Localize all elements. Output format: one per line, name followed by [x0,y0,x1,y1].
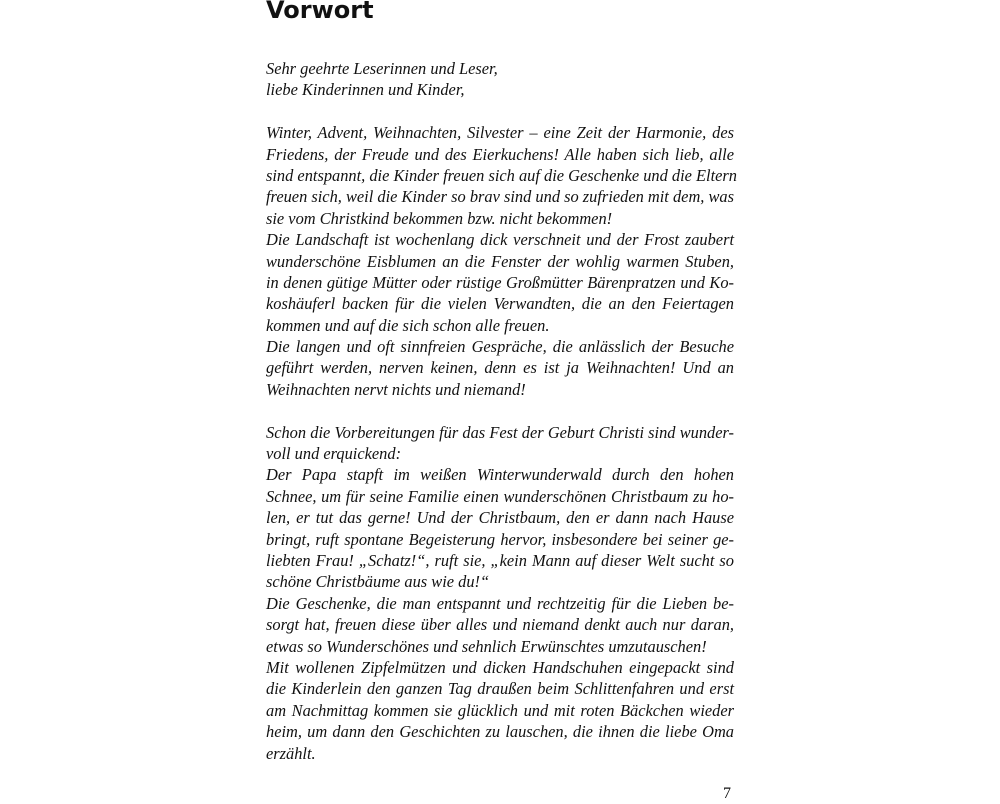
paragraph-2-line: wunderschöne Eisblumen an die Fenster der wohlig warmen Stuben, [266,251,734,271]
paragraph-3-line: Weihnachten nervt nichts und niemand! [266,379,526,399]
paragraph-1-line: sind entspannt, die Kinder freuen sich auf die Geschenke und die Eltern [266,165,737,185]
greeting-line: liebe Kinderinnen und Kinder, [266,80,465,100]
paragraph-2-line: koshäuferl backen für die vielen Verwandten, die an den Feiertagen [266,294,734,314]
paragraph-6-line: sorgt hat, freuen diese über alles und niemand denkt auch nur daran, [266,615,734,635]
paragraph-1-line: Friedens, der Freude und des Eierkuchens! Alle haben sich lieb, alle [266,144,734,164]
paragraph-5-line: Der Papa stapft im weißen Winterwunderwald durch den hohen [266,465,734,485]
paragraph-7-line: erzählt. [266,743,316,763]
paragraph-1-line: freuen sich, weil die Kinder so brav sind und so zufrieden mit dem, was [266,187,734,207]
paragraph-6-line: Die Geschenke, die man entspannt und rechtzeitig für die Lieben be- [266,593,734,613]
paragraph-3-line: geführt werden, nerven keinen, denn es ist ja Weihnachten! Und an [266,358,734,378]
paragraph-spacer [266,400,734,421]
paragraph-4-line: voll und erquickend: [266,444,402,464]
paragraph-2-line: kommen und auf die sich schon alle freuen. [266,315,550,335]
greeting-line: Sehr geehrte Leserinnen und Leser, [266,59,498,78]
paragraph-7-line: die Kinderlein den ganzen Tag draußen beim Schlittenfahren und erst [266,679,734,699]
paragraph-5-line: Schnee, um für seine Familie einen wunderschönen Christbaum zu ho- [266,486,734,506]
paragraph-7-line: am Nachmittag kommen sie glücklich und mit roten Bäckchen wieder [266,700,734,720]
paragraph-3-line: Die langen und oft sinnfreien Gespräche, die anlässlich der Besuche [266,337,734,357]
paragraph-5-line: schöne Christbäume aus wie du!“ [266,572,490,592]
paragraph-2-line: Die Landschaft ist wochenlang dick verschneit und der Frost zaubert [266,230,734,250]
page-number: 7 [723,785,731,802]
paragraph-7-line: Mit wollenen Zipfelmützen und dicken Handschuhen eingepackt sind [266,657,734,677]
page-title: Vorwort [266,0,374,24]
paragraph-spacer [266,101,734,122]
paragraph-6-line: etwas so Wunderschönes und sehnlich Erwünschtes umzutauschen! [266,636,707,656]
paragraph-5-line: liebten Frau! „Schatz!“, ruft sie, „kein Mann auf dieser Welt sucht so [266,550,734,570]
paragraph-4-line: Schon die Vorbereitungen für das Fest der Geburt Christi sind wunder- [266,422,734,442]
paragraph-5-line: bringt, ruft spontane Begeisterung hervor, insbesondere bei seiner ge- [266,529,734,549]
paragraph-1-line: sie vom Christkind bekommen bzw. nicht bekommen! [266,208,613,228]
paragraph-7-line: heim, um dann den Geschichten zu lauschen, die ihnen die liebe Oma [266,722,734,742]
body-text [266,58,737,764]
paragraph-1-line: Winter, Advent, Weihnachten, Silvester – eine Zeit der Harmonie, des [266,123,734,143]
paragraph-2-line: in denen gütige Mütter oder rüstige Großmütter Bärenpratzen und Ko- [266,272,734,292]
paragraph-5-line: len, er tut das gerne! Und der Christbaum, den er dann nach Hause [266,508,734,528]
